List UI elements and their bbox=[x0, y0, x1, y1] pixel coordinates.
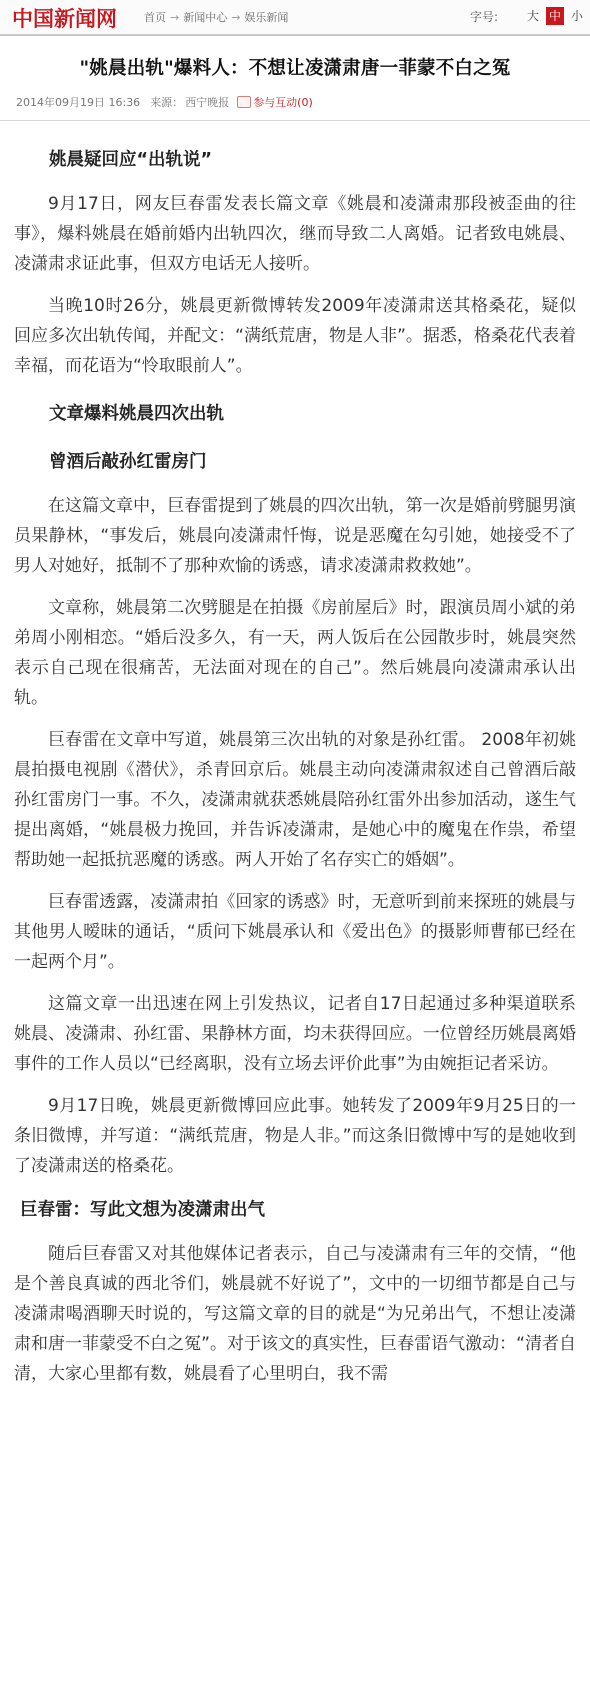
article-body bbox=[0, 145, 590, 1389]
top-bar bbox=[0, 0, 590, 36]
breadcrumb bbox=[144, 9, 288, 25]
paragraph: 随后巨春雷又对其他媒体记者表示，自己与凌潇肃有三年的交情，“他是个善良真诚的西北爷们，姚晨就不好说了”，文中的一切细节都是自己与凌潇肃喝酒聊天时说的，写这篇文章的目的就是“为兄弟出气，不想让凌潇肃和唐一菲蒙受不白之冤”。对于该文的真实性，巨春雷语气激动：“清者自清，大家心里都有数，姚晨看了心里明白，我不需 bbox=[14, 1244, 576, 1384]
section-heading: 巨春雷：写此文想为凌潇肃出气 bbox=[20, 1200, 265, 1220]
site-logo[interactable]: 中国新闻网 bbox=[12, 6, 117, 31]
comment-bubble-icon bbox=[237, 96, 251, 108]
paragraph: 这篇文章一出迅速在网上引发热议，记者自17日起通过多种渠道联系姚晨、凌潇肃、孙红雷、果静林方面，均未获得回应。一位曾经历姚晨离婚事件的工作人员以“已经离职，没有立场去评价此事”为由婉拒记者采访。 bbox=[14, 994, 576, 1074]
article-title: "姚晨出轨"爆料人：不想让凌潇肃唐一菲蒙不白之冤 bbox=[79, 58, 511, 79]
paragraph: 文章称，姚晨第二次劈腿是在拍摄《房前屋后》时，跟演员周小斌的弟弟周小刚相恋。“婚后没多久，有一天，两人饭后在公园散步时，姚晨突然表示自己现在很痛苦，无法面对现在的自己”。然后姚晨向凌潇肃承认出轨。 bbox=[14, 598, 576, 708]
section-heading: 曾酒后敲孙红雷房门 bbox=[49, 452, 207, 472]
article-meta bbox=[16, 94, 590, 110]
paragraph: 9月17日晚，姚晨更新微博回应此事。她转发了2009年9月25日的一条旧微博，并写道：“满纸荒唐，物是人非。”而这条旧微博中写的是她收到了凌潇肃送的格桑花。 bbox=[14, 1096, 576, 1176]
breadcrumb-entertainment[interactable]: 娱乐新闻 bbox=[244, 11, 289, 24]
font-size-large-option[interactable]: 大 bbox=[526, 9, 539, 23]
font-size-medium-option[interactable]: 中 bbox=[546, 7, 564, 25]
paragraph: 巨春雷在文章中写道，姚晨第三次出轨的对象是孙红雷。 2008年初姚晨拍摄电视剧《潜伏》，杀青回京后。姚晨主动向凌潇肃叙述自己曾酒后敲孙红雷房门一事。不久，凌潇肃就获悉姚晨陪孙红雷外出参加活动，遂生气提出离婚，“姚晨极力挽回，并告诉凌潇肃，是她心中的魔鬼在作祟，希望帮助她一起抵抗恶魔的诱惑。两人开始了名存实亡的婚姻”。 bbox=[14, 730, 576, 870]
breadcrumb-home[interactable]: 首页 bbox=[144, 11, 166, 24]
paragraph: 9月17日，网友巨春雷发表长篇文章《姚晨和凌潇肃那段被歪曲的往事》，爆料姚晨在婚前婚内出轨四次，继而导致二人离婚。记者致电姚晨、凌潇肃求证此事，但双方电话无人接听。 bbox=[14, 194, 576, 274]
paragraph: 在这篇文章中，巨春雷提到了姚晨的四次出轨，第一次是婚前劈腿男演员果静林，“事发后，姚晨向凌潇肃忏悔，说是恶魔在勾引她，她接受不了男人对她好，抵制不了那种欢愉的诱惑，请求凌潇肃救救她”。 bbox=[14, 496, 576, 576]
font-size-switcher bbox=[470, 7, 586, 25]
publish-datetime: 2014年09月19日 16:36 bbox=[16, 96, 141, 109]
section-heading: 文章爆料姚晨四次出轨 bbox=[49, 404, 224, 424]
comment-link-label: 参与互动(0) bbox=[253, 96, 313, 109]
breadcrumb-separator: → bbox=[231, 11, 241, 24]
section-heading: 姚晨疑回应“出轨说” bbox=[49, 150, 213, 170]
font-size-small-option[interactable]: 小 bbox=[570, 9, 583, 23]
source-label: 来源： bbox=[150, 96, 184, 109]
paragraph: 巨春雷透露，凌潇肃拍《回家的诱惑》时，无意听到前来探班的姚晨与其他男人暧昧的通话，“质问下姚晨承认和《爱出色》的摄影师曹郁已经在一起两个月”。 bbox=[14, 892, 576, 972]
source-name[interactable]: 西宁晚报 bbox=[185, 96, 230, 109]
meta-divider bbox=[0, 120, 590, 121]
font-size-label: 字号: bbox=[469, 9, 498, 24]
paragraph: 当晚10时26分，姚晨更新微博转发2009年凌潇肃送其格桑花，疑似回应多次出轨传闻，并配文：“满纸荒唐，物是人非”。据悉，格桑花代表着幸福，而花语为“怜取眼前人”。 bbox=[14, 296, 576, 376]
breadcrumb-separator: → bbox=[170, 11, 180, 24]
comment-link[interactable] bbox=[237, 94, 313, 110]
breadcrumb-news-center[interactable]: 新闻中心 bbox=[183, 11, 228, 24]
